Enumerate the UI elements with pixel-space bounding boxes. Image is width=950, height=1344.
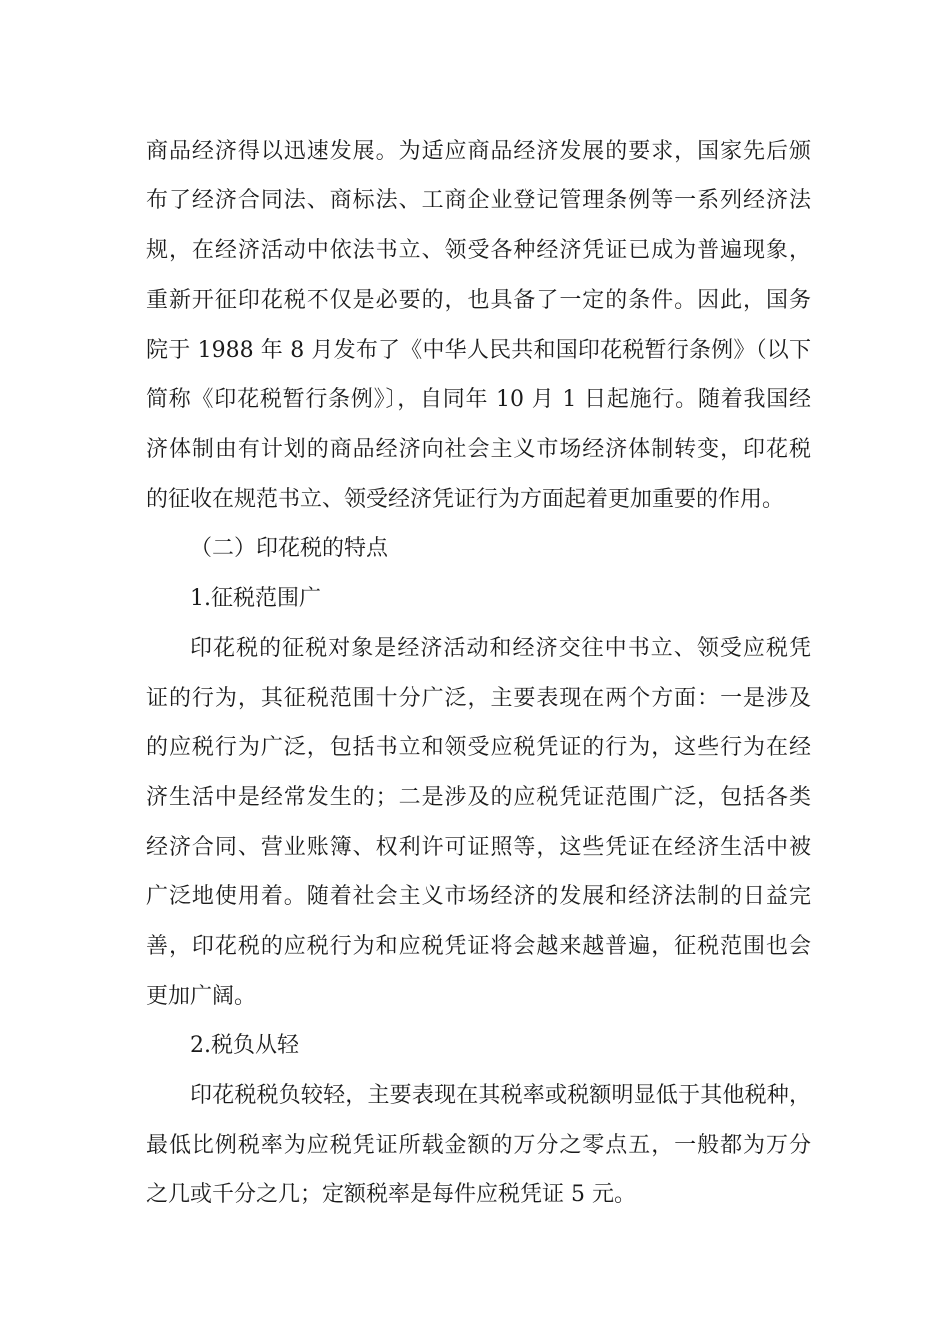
paragraph-line-8: 的征收在规范书立、领受经济凭证行为方面起着更加重要的作用。 [146,487,785,512]
paragraph-line-12: 济生活中是经常发生的；二是涉及的应税凭证范围广泛，包括各类 [146,785,811,810]
paragraph-line-11: 的应税行为广泛，包括书立和领受应税凭证的行为，这些行为在经 [146,735,811,760]
paragraph-line-14: 广泛地使用着。随着社会主义市场经济的发展和经济法制的日益完 [146,884,811,909]
paragraph-line-10: 证的行为，其征税范围十分广泛，主要表现在两个方面：一是涉及 [146,686,811,711]
paragraph-line-17: 印花税税负较轻，主要表现在其税率或税额明显低于其他税种， [190,1083,811,1108]
paragraph-line-6: 简称《印花税暂行条例》〕，自同年 10 月 1 日起施行。随着我国经 [146,387,811,412]
paragraph-line-18: 最低比例税率为应税凭证所载金额的万分之零点五，一般都为万分 [146,1133,811,1158]
paragraph-line-7: 济体制由有计划的商品经济向社会主义市场经济体制转变，印花税 [146,437,811,462]
subsection-heading-1: 1.征税范围广 [190,586,321,611]
paragraph-line-15: 善，印花税的应税行为和应税凭证将会越来越普遍，征税范围也会 [146,934,811,959]
paragraph-line-16: 更加广阔。 [146,984,257,1009]
paragraph-line-19: 之几或千分之几；定额税率是每件应税凭证 5 元。 [146,1182,636,1207]
paragraph-line-1: 商品经济得以迅速发展。为适应商品经济发展的要求，国家先后颁 [146,139,811,164]
subsection-heading-2: 2.税负从轻 [190,1033,299,1058]
paragraph-line-13: 经济合同、营业账簿、权利许可证照等，这些凭证在经济生活中被 [146,835,811,860]
paragraph-line-5: 院于 1988 年 8 月发布了《中华人民共和国印花税暂行条例》（以下 [146,338,811,363]
paragraph-line-3: 规，在经济活动中依法书立、领受各种经济凭证已成为普遍现象， [146,238,811,263]
paragraph-line-2: 布了经济合同法、商标法、工商企业登记管理条例等一系列经济法 [146,188,811,213]
section-heading: （二）印花税的特点 [190,536,389,561]
paragraph-line-9: 印花税的征税对象是经济活动和经济交往中书立、领受应税凭 [190,636,811,661]
paragraph-line-4: 重新开征印花税不仅是必要的，也具备了一定的条件。因此，国务 [146,288,811,313]
